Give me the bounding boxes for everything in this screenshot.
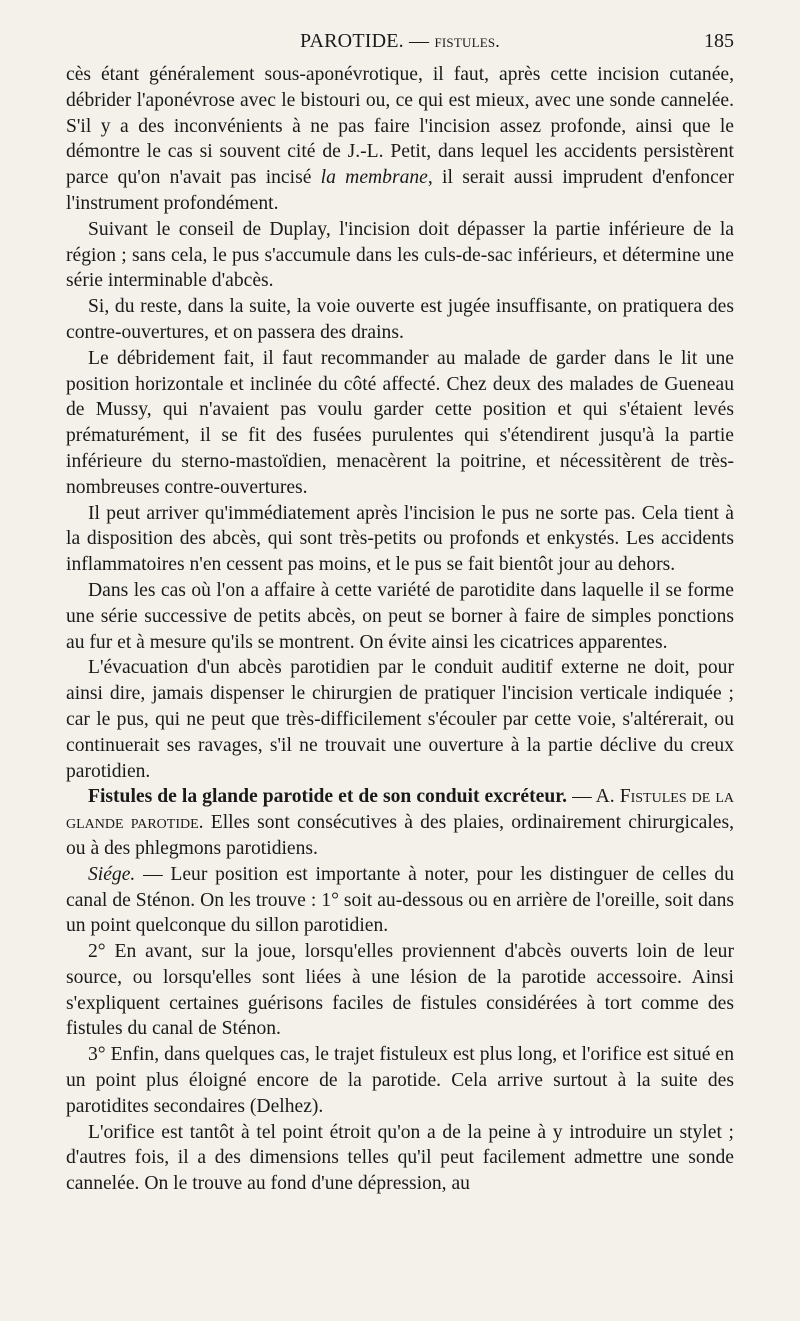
paragraph: L'évacuation d'un abcès parotidien par le conduit auditif externe ne doit, pour ainsi dire, jamais dispenser le chirurgien de pratiquer l'incision verticale indiquée ; car le pus, qui ne peut que très-difficilement s'écouler par cette voie, s'altérerait, ou continuerait ses ravages, s'il ne trouvait une ouverture à la partie déclive du creux parotidien. [66, 657, 734, 782]
section-heading: Fistules de la glande parotide et de son conduit excréteur. [88, 786, 568, 808]
paragraph: cès étant généralement sous-aponévrotique, il faut, après cette incision cutanée, débrider l'aponévrose avec le bistouri ou, ce qui est mieux, avec une sonde cannelée. S'il y a des inconvénients à ne pas faire l'incision assez profonde, ainsi que le démontre le cas si souvent cité de J.-L. Petit, dans lequel les accidents persistèrent parce qu'on n'avait pas incisé la membrane, il serait aussi imprudent d'enfoncer l'instrument profondément. [66, 64, 734, 214]
paragraph: Il peut arriver qu'immédiatement après l'incision le pus ne sorte pas. Cela tient à la disposition des abcès, qui sont très-petits ou profonds et enkystés. Les accidents inflammatoires n'en cessent pas moins, et le pus se fait bientôt jour au dehors. [66, 502, 734, 576]
paragraph: Le débridement fait, il faut recommander au malade de garder dans le lit une position horizontale et inclinée du côté affecté. Chez deux des malades de Gueneau de Mussy, qui n'avaient pas voulu garder cette position et qui s'étaient levés prématurément, il se fit des fusées purulentes qui s'étendirent jusqu'à la partie inférieure du sterno-mastoïdien, menacèrent la poitrine, et nécessitèrent de très-nombreuses contre-ouvertures. [66, 347, 734, 498]
paragraph: 3° Enfin, dans quelques cas, le trajet fistuleux est plus long, et l'orifice est situé en un point plus éloigné encore de la parotide. Cela arrive surtout à la suite des parotidites secondaires (Delhez). [66, 1044, 734, 1117]
paragraph: 2° En avant, sur la joue, lorsqu'elles proviennent d'abcès ouverts loin de leur source, ou lorsqu'elles sont liées à une lésion de la parotide accessoire. Ainsi s'expliquent certaines guérisons faciles de fistules considérées à tort comme des fistules du canal de Sténon. [66, 941, 734, 1040]
running-title [66, 30, 704, 53]
section-subheading: Fistules de la glande parotide. [66, 786, 734, 834]
body-text [66, 62, 734, 1197]
paragraph: Suivant le conseil de Duplay, l'incision doit dépasser la partie inférieure de la région ; sans cela, le pus s'accumule dans les culs-de-sac inférieurs, et détermine une série interminable d'abcès. [66, 218, 734, 292]
paragraph: Si, du reste, dans la suite, la voie ouverte est jugée insuffisante, on pratiquera des contre-ouvertures, et on passera des drains. [66, 296, 734, 343]
page [66, 30, 734, 1197]
running-title-main: PAROTIDE. — [300, 30, 435, 52]
emphasis: la membrane [320, 167, 428, 189]
section-paragraph: Fistules de la glande parotide et de son conduit excréteur. — A. Fistules de la glande parotide. Elles sont consécutives à des plaies, ordinairement chirurgicales, ou à des phlegmons parotidiens. [66, 786, 734, 859]
siege-label: Siége. [88, 863, 136, 885]
siege-paragraph: Siége. — Leur position est importante à noter, pour les distinguer de celles du canal de Sténon. On les trouve : 1° soit au-dessous ou en arrière de l'oreille, soit dans un point quelconque du sillon parotidien. [66, 863, 734, 937]
paragraph: L'orifice est tantôt à tel point étroit qu'on a de la peine à y introduire un stylet ; d'autres fois, il a des dimensions telles qu'il peut facilement admettre une sonde cannelée. On le trouve au fond d'une dépression, au [66, 1121, 734, 1195]
running-head [66, 30, 734, 56]
running-title-sub: fistules. [434, 31, 500, 51]
paragraph: Dans les cas où l'on a affaire à cette variété de parotidite dans laquelle il se forme une série successive de petits abcès, on peut se borner à faire de simples ponctions au fur et à mesure qu'ils se montrent. On évite ainsi les cicatrices apparentes. [66, 579, 734, 653]
page-number: 185 [704, 30, 734, 52]
